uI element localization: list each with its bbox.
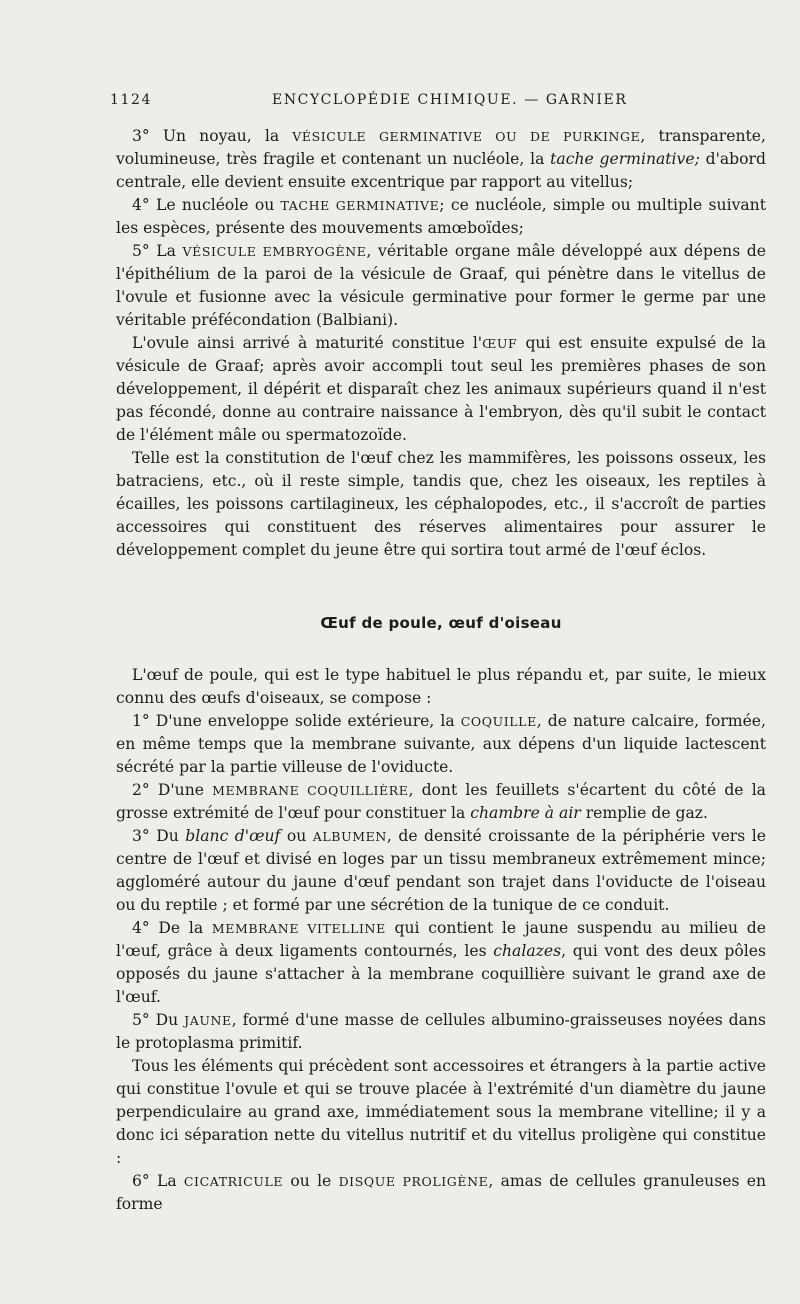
term-coquille: COQUILLE: [460, 714, 537, 729]
egg-item-1: [116, 710, 766, 779]
text-run: 3° Du: [132, 827, 186, 845]
text-run: , de densité croissante de la périphérie vers le centre de l'œuf et divisé en loges par un tissu membraneux extrêmement mince; aggloméré autour du jaune d'œuf pendant son trajet dans l'oviducte de l'oiseau ou du reptile ; et formé par une sécrétion de la tunique de ce conduit.: [116, 827, 766, 914]
text-run: ou: [280, 827, 313, 845]
text-run: 2° D'une: [132, 781, 213, 799]
text-run: 3° Un noyau, la: [132, 127, 293, 145]
text-run: , formé d'une masse de cellules albumino-graisseuses noyées dans le protoplasma primitif.: [116, 1011, 766, 1052]
term-albumen: ALBUMEN: [312, 829, 387, 844]
text-run: 5° Du: [132, 1011, 185, 1029]
egg-item-2: [116, 779, 766, 825]
term-membrane-vitelline: MEMBRANE VITELLINE: [211, 921, 386, 936]
text-run: , véritable organe mâle développé aux dépens de l'épithélium de la paroi de la vésicule de Graaf, qui pénètre dans le vitellus de l'ovule et fusionne avec la vésicule germinative pour former le germe par une véritable préfécondation (Balbiani).: [116, 242, 767, 329]
text-run: ou le: [283, 1172, 339, 1190]
intro-paragraph: L'œuf de poule, qui est le type habituel le plus répandu et, par suite, le mieux connu des œufs d'oiseaux, se compose :: [116, 666, 766, 707]
text-run: , transparente, volumineuse, très fragile et contenant un nucléole, la: [116, 127, 766, 168]
constitution-paragraph: Telle est la constitution de l'œuf chez les mammifères, les poissons osseux, les batraciens, etc., où il reste simple, tandis que, chez les oiseaux, les reptiles à écailles, les poissons cartilagineux, les céphalopodes, etc., il s'accroît de parties accessoires qui constituent des réserves alimentaires pour assurer le développement complet du jeune être qui sortira tout armé de l'œuf éclos.: [116, 449, 766, 559]
text-run: , de nature calcaire, formée, en même temps que la membrane suivante, aux dépens d'un liquide lactescent sécrété par la partie villeuse de l'oviducte.: [116, 712, 766, 776]
text-run: 5° La: [132, 242, 183, 260]
egg-item-4: [116, 917, 766, 1009]
term-vesicule-embryogene: VÉSICULE EMBRYOGÈNE: [182, 244, 367, 259]
text-run: 4° Le nucléole ou: [132, 196, 281, 214]
section-title: Œuf de poule, œuf d'oiseau: [320, 614, 562, 632]
text-run: qui contient le jaune suspendu au milieu de l'œuf, grâce à deux ligaments contournés, les: [116, 919, 766, 960]
item-5-paragraph: [116, 240, 766, 332]
text-run: 4° De la: [132, 919, 212, 937]
elements-paragraph: Tous les éléments qui précèdent sont accessoires et étrangers à la partie active qui constitue l'ovule et qui se trouve placée à l'extrémité d'un diamètre du jaune perpendiculaire au grand axe, immédiatement sous la membrane vitelline; il y a donc ici séparation nette du vitellus nutritif et du vitellus proligène qui constitue :: [116, 1057, 766, 1167]
page-number: 1124: [110, 92, 153, 108]
term-oeuf: ŒUF: [482, 336, 518, 351]
term-tache-germinative: TACHE GERMINATIVE: [280, 198, 440, 213]
term-vesicule-germinative: VÉSICULE GERMINATIVE OU DE PURKINGE: [292, 129, 641, 144]
page-header: [110, 92, 800, 114]
text-run: ; ce nucléole, simple ou multiple suivant les espèces, présente des mouvements amœboïdes;: [116, 196, 766, 237]
running-title: ENCYCLOPÉDIE CHIMIQUE. — GARNIER: [272, 92, 628, 108]
text-run: 6° La: [132, 1172, 184, 1190]
ovule-paragraph: [116, 332, 766, 447]
italic-term: chalazes: [493, 942, 562, 960]
egg-item-3: [116, 825, 766, 917]
text-run: , amas de cellules granuleuses en forme: [116, 1172, 766, 1213]
text-run: qui est ensuite expulsé de la vésicule de Graaf; après avoir accompli tout seul les premières phases de son développement, il dépérit et disparaît chez les animaux supérieurs quand il n'est pas fécondé, donne au contraire naissance à l'embryon, dès qu'il subit le contact de l'élément mâle ou spermatozoïde.: [116, 334, 767, 444]
text-run: 1° D'une enveloppe solide extérieure, la: [132, 712, 461, 730]
egg-item-5: [116, 1009, 766, 1055]
italic-term: tache germinative;: [550, 150, 700, 168]
egg-item-6: [116, 1170, 766, 1216]
page-body: [116, 125, 766, 1216]
text-run: L'ovule ainsi arrivé à maturité constitue l': [132, 334, 483, 352]
item-4-paragraph: [116, 194, 766, 240]
term-jaune: JAUNE: [184, 1013, 232, 1028]
italic-term: blanc d'œuf: [185, 827, 281, 845]
text-run: , qui vont des deux pôles opposés du jaune s'attacher à la membrane coquillière suivant le grand axe de l'œuf.: [116, 942, 766, 1006]
term-disque-proligene: DISQUE PROLIGÈNE: [338, 1174, 489, 1189]
item-3-paragraph: [116, 125, 766, 194]
text-run: d'abord centrale, elle devient ensuite excentrique par rapport au vitellus;: [116, 150, 766, 191]
text-run: remplie de gaz.: [580, 804, 708, 822]
text-run: , dont les feuillets s'écartent du côté de la grosse extrémité de l'œuf pour constituer la: [116, 781, 766, 822]
term-membrane-coquilliere: MEMBRANE COQUILLIÈRE: [212, 783, 409, 798]
term-cicatricule: CICATRICULE: [183, 1174, 284, 1189]
italic-term: chambre à air: [470, 804, 581, 822]
